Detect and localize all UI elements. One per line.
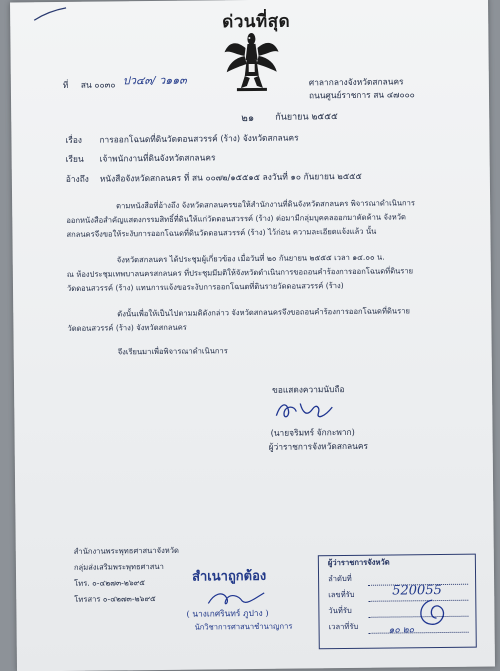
date-day: ๒๑ (241, 112, 255, 125)
receipt-stamp-title: ผู้ว่าราชการจังหวัด (327, 557, 390, 568)
check-mark-icon (32, 6, 68, 22)
body-para1-line1: ตามหนังสือที่อ้างถึง จังหวัดสกลนครขอให้สำนักงานที่ดินจังหวัดสกลนคร พิจารณาดำเนินการ (116, 198, 416, 211)
certifier-position: นักวิชาการศาสนาชำนาญการ (194, 621, 293, 632)
date-month-year: กันยายน ๒๕๕๕ (275, 112, 338, 123)
urgent-stamp: ด่วนที่สุด (222, 11, 291, 33)
agency-address: ถนนศูนย์ราชการ สน ๔๗๐๐๐ (308, 89, 415, 101)
body-para1-line2: ออกหนังสือสำคัญแสดงกรรมสิทธิ์ที่ดินให้แก่วัดดอนสวรรค์ (ร้าง) ต่อมามีกลุ่มบุคคลออกมาคัดค้าน จังหวัด (66, 212, 406, 225)
garuda-emblem-icon (222, 30, 281, 93)
receipt-row1-label: ลำดับที่ (328, 573, 352, 584)
body-closing: จึงเรียนมาเพื่อพิจารณาดำเนินการ (117, 346, 228, 357)
handwritten-signature (272, 397, 342, 424)
reference-label: อ้างถึง (65, 173, 89, 184)
recipient-label: เรียน (65, 153, 84, 164)
receipt-row4-label: เวลาที่รับ (328, 621, 359, 632)
body-para2-line3: วัดดอนสวรรค์ (ร้าง) แทนการแจ้งขอระงับการออกโฉนดที่ดินรายวัดดอนสวรรค์ (ร้าง) (66, 281, 344, 293)
doc-number-prefix: ที่ (62, 79, 69, 90)
body-para1-line3: สกลนครจึงขอให้ระงับการออกโฉนดที่ดินวัดดอนสวรรค์ (ร้าง) ไว้ก่อน ความละเอียดแจ้งแล้ว นั้น (66, 226, 377, 239)
body-para2-line1: จังหวัดสกลนคร ได้ประชุมผู้เกี่ยวข้อง เมื่อวันที่ ๒๐ กันยายน ๒๕๕๕ เวลา ๑๔.๐๐ น. (116, 252, 385, 265)
receipt-row4-value: ๑๐ ๒๐ (388, 625, 415, 636)
footer-office: สำนักงานพระพุทธศาสนาจังหวัด (73, 545, 180, 556)
body-para3-line1: ดังนั้นเพื่อให้เป็นไปตามมติดังกล่าว จังหวัดสกลนครจึงขอถอนคำร้องการออกโฉนดที่ดินราย (117, 306, 410, 319)
letter-page (10, 0, 495, 671)
doc-number-printed: สน ๐๐๓๐ (80, 79, 116, 90)
certifier-name: ( นางเกศรินทร์ ภูปาง ) (186, 607, 269, 619)
signer-position: ผู้ว่าราชการจังหวัดสกลนคร (268, 440, 369, 452)
signature-regards: ขอแสดงความนับถือ (272, 384, 345, 395)
agency-name: ศาลากลางจังหวัดสกลนคร (308, 76, 404, 88)
footer-group: กลุ่มส่งเสริมพระพุทธศาสนา (73, 561, 164, 572)
signer-name: (นายจริมทร์ จักกะพาก) (270, 426, 355, 438)
subject-text: การออกโฉนดที่ดินวัดดอนสวรรค์ (ร้าง) จังหวัดสกลนคร (99, 132, 299, 145)
receipt-row3-label: วันที่รับ (328, 605, 352, 616)
handwritten-scribble (412, 596, 452, 630)
footer-tel: โทร. ๐-๔๒๗๓-๒๖๙๕ (74, 578, 146, 588)
receipt-row2-label: เลขที่รับ (328, 589, 355, 600)
receipt-row2-value: 520055 (392, 583, 442, 599)
certified-copy-title: สำเนาถูกต้อง (191, 568, 267, 585)
doc-number-handwritten: ปว๔๓/ ว๑๑๓ (122, 73, 187, 88)
body-para3-line2: วัดดอนสวรรค์ (ร้าง) จังหวัดสกลนคร (67, 322, 187, 333)
body-para2-line2: ณ ห้องประชุมเทพบาลนครสกลนคร ที่ประชุมมีมติให้จังหวัดดำเนินการขอถอนคำร้องการออกโฉนดที่ดินราย (66, 266, 414, 279)
recipient-text: เจ้าพนักงานที่ดินจังหวัดสกลนคร (99, 152, 216, 164)
subject-label: เรื่อง (65, 134, 82, 145)
footer-fax: โทรสาร ๐-๔๒๗๓-๒๖๙๕ (74, 594, 156, 604)
reference-text: หนังสือจังหวัดสกลนคร ที่ สน ๐๐๗๒/๑๕๕๑๕ ลงวันที่ ๑๐ กันยายน ๒๕๕๕ (99, 170, 362, 184)
certifier-signature (204, 587, 268, 610)
